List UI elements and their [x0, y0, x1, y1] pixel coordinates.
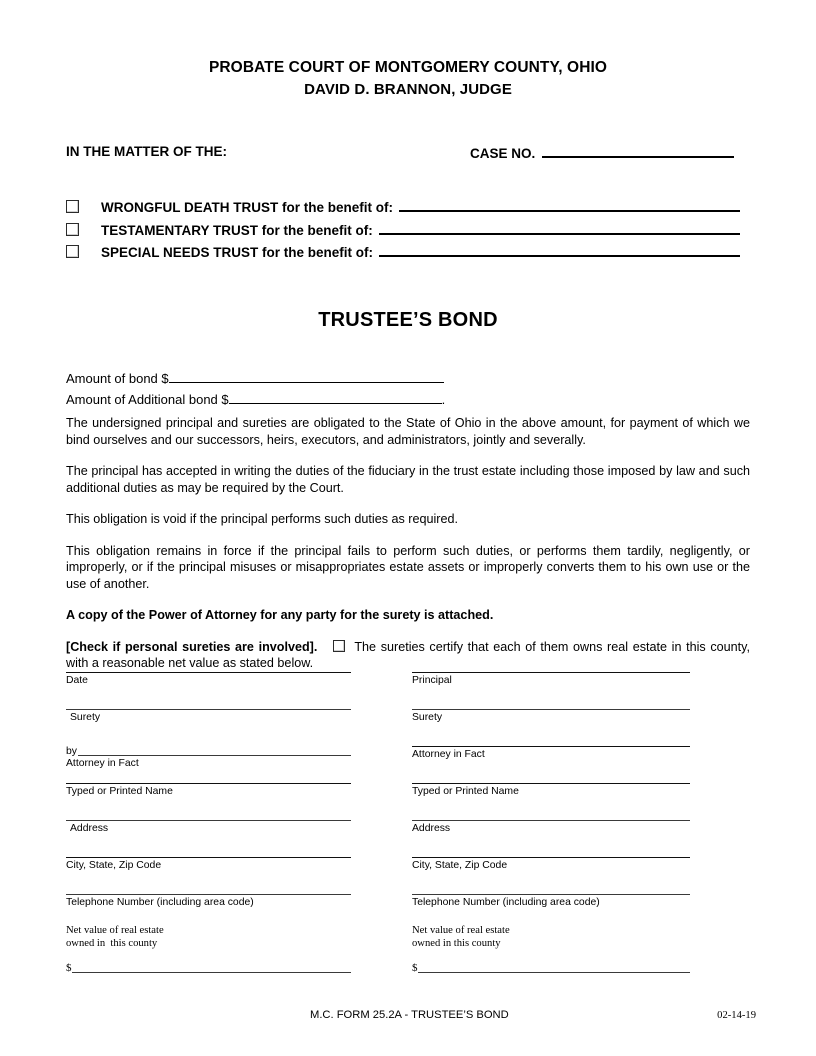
net-value-line1: Net value of real estate	[66, 925, 164, 936]
net-value-line2: owned in this county	[412, 937, 501, 949]
surety-caption: Surety	[70, 712, 101, 723]
amount-of-bond-input[interactable]	[169, 370, 444, 383]
trust-option-special-needs[interactable]	[66, 243, 750, 266]
principal-field[interactable]	[412, 672, 690, 687]
paragraph-remains-in-force: This obligation remains in force if the principal fails to perform such duties, or performs them tardily, negligently, or improperly, or if the principal misuses or misappropriates estate assets or improperly converts them to his own use or the use of another.	[66, 543, 750, 591]
bond-body-text	[66, 415, 750, 672]
attorney-in-fact-caption: Attorney in Fact	[66, 758, 139, 769]
case-no-input[interactable]	[542, 144, 734, 158]
paragraph-duties-accepted: The principal has accepted in writing the duties of the fiduciary in the trust estate including those imposed by law and such additional duties as may be required by the Court.	[66, 464, 750, 495]
typed-name-field[interactable]	[412, 783, 690, 798]
trust-option-testamentary[interactable]	[66, 221, 750, 244]
paragraph-void-condition: This obligation is void if the principal performs such duties as required.	[66, 512, 458, 526]
matter-case-row	[66, 144, 750, 166]
net-value-amount-field[interactable]	[66, 962, 351, 973]
net-value-amount-field[interactable]	[412, 962, 690, 973]
telephone-field[interactable]	[66, 894, 351, 909]
court-name: PROBATE COURT OF MONTGOMERY COUNTY, OHIO	[208, 59, 608, 76]
attorney-in-fact-input[interactable]	[78, 745, 351, 756]
dollar-row[interactable]	[412, 962, 690, 973]
principal-caption: Principal	[412, 675, 452, 686]
amount-of-bond-row	[66, 370, 750, 391]
paragraph-obligation: The undersigned principal and sureties are obligated to the State of Ohio in the above amount, for payment of which we bind ourselves and our successors, heirs, executors, and administrators, jointly and severally.	[66, 416, 750, 447]
surety-field[interactable]	[412, 709, 690, 724]
city-state-zip-caption: City, State, Zip Code	[66, 860, 162, 871]
address-field[interactable]	[66, 820, 351, 835]
checkbox-icon[interactable]	[66, 245, 79, 258]
amount-of-additional-bond-label: Amount of Additional bond $	[66, 392, 229, 407]
typed-name-caption: Typed or Printed Name	[412, 786, 519, 797]
city-state-zip-field[interactable]	[66, 857, 351, 872]
by-row[interactable]	[66, 745, 351, 756]
court-header	[0, 57, 816, 101]
trust-type-options	[66, 198, 750, 266]
amount-of-bond-label: Amount of bond $	[66, 371, 169, 386]
checkbox-icon[interactable]	[66, 200, 79, 213]
trust-option-label: TESTAMENTARY TRUST for the benefit of:	[101, 222, 373, 238]
surety-caption: Surety	[412, 712, 443, 723]
typed-name-caption: Typed or Printed Name	[66, 786, 173, 797]
attorney-in-fact-caption: Attorney in Fact	[412, 749, 485, 760]
paragraph-personal-sureties	[66, 639, 750, 672]
trust-option-label: SPECIAL NEEDS TRUST for the benefit of:	[101, 245, 374, 260]
typed-name-field[interactable]	[66, 783, 351, 798]
telephone-caption: Telephone Number (including area code)	[412, 897, 600, 908]
city-state-zip-caption: City, State, Zip Code	[412, 860, 508, 871]
beneficiary-input[interactable]	[379, 243, 740, 257]
paragraph-power-of-attorney: A copy of the Power of Attorney for any party for the surety is attached.	[66, 608, 494, 622]
dollar-row[interactable]	[66, 962, 351, 973]
trust-option-wrongful-death[interactable]	[66, 198, 750, 221]
case-no-label: CASE NO.	[470, 146, 536, 161]
dollar-sign-label: $	[66, 962, 72, 974]
beneficiary-input[interactable]	[379, 221, 740, 235]
bond-amount-block	[66, 370, 750, 412]
address-caption: Address	[412, 823, 451, 834]
net-value-note	[412, 925, 690, 950]
date-field[interactable]	[66, 672, 351, 687]
address-caption: Address	[70, 823, 109, 834]
net-value-line2: owned in this county	[66, 937, 158, 949]
by-label: by	[66, 746, 77, 757]
revision-date: 02-14-19	[717, 1010, 756, 1021]
amount-of-additional-bond-input[interactable]	[229, 391, 442, 404]
amount-of-additional-bond-row	[66, 391, 750, 412]
page-footer	[66, 1009, 756, 1025]
trust-option-label: WRONGFUL DEATH TRUST for the benefit of:	[101, 200, 393, 215]
beneficiary-input[interactable]	[399, 198, 740, 212]
address-field[interactable]	[412, 820, 690, 835]
checkbox-icon[interactable]	[66, 223, 79, 236]
date-caption: Date	[66, 675, 88, 686]
dollar-sign-label: $	[412, 962, 418, 974]
document-title: TRUSTEE’S BOND	[318, 309, 498, 331]
net-value-amount-input[interactable]	[72, 962, 352, 973]
personal-sureties-text: The sureties certify that each of them owns real estate in this county, with a reasonable net value as stated below.	[66, 639, 750, 670]
telephone-field[interactable]	[412, 894, 690, 909]
net-value-line1: Net value of real estate	[412, 925, 510, 936]
surety-field[interactable]	[66, 709, 351, 724]
telephone-caption: Telephone Number (including area code)	[66, 897, 254, 908]
net-value-note	[66, 925, 351, 950]
case-no-group	[470, 144, 734, 161]
city-state-zip-field[interactable]	[412, 857, 690, 872]
checkbox-icon[interactable]	[333, 640, 345, 652]
net-value-amount-input[interactable]	[418, 962, 691, 973]
judge-name: DAVID D. BRANNON, JUDGE	[304, 81, 512, 98]
personal-sureties-prefix: [Check if personal sureties are involved].	[66, 639, 318, 654]
matter-label: IN THE MATTER OF THE:	[66, 144, 227, 159]
form-id: M.C. FORM 25.2A - TRUSTEE’S BOND	[310, 1009, 509, 1021]
attorney-in-fact-field[interactable]	[66, 745, 351, 770]
amount-period: .	[441, 392, 446, 407]
attorney-in-fact-field[interactable]	[412, 746, 690, 761]
